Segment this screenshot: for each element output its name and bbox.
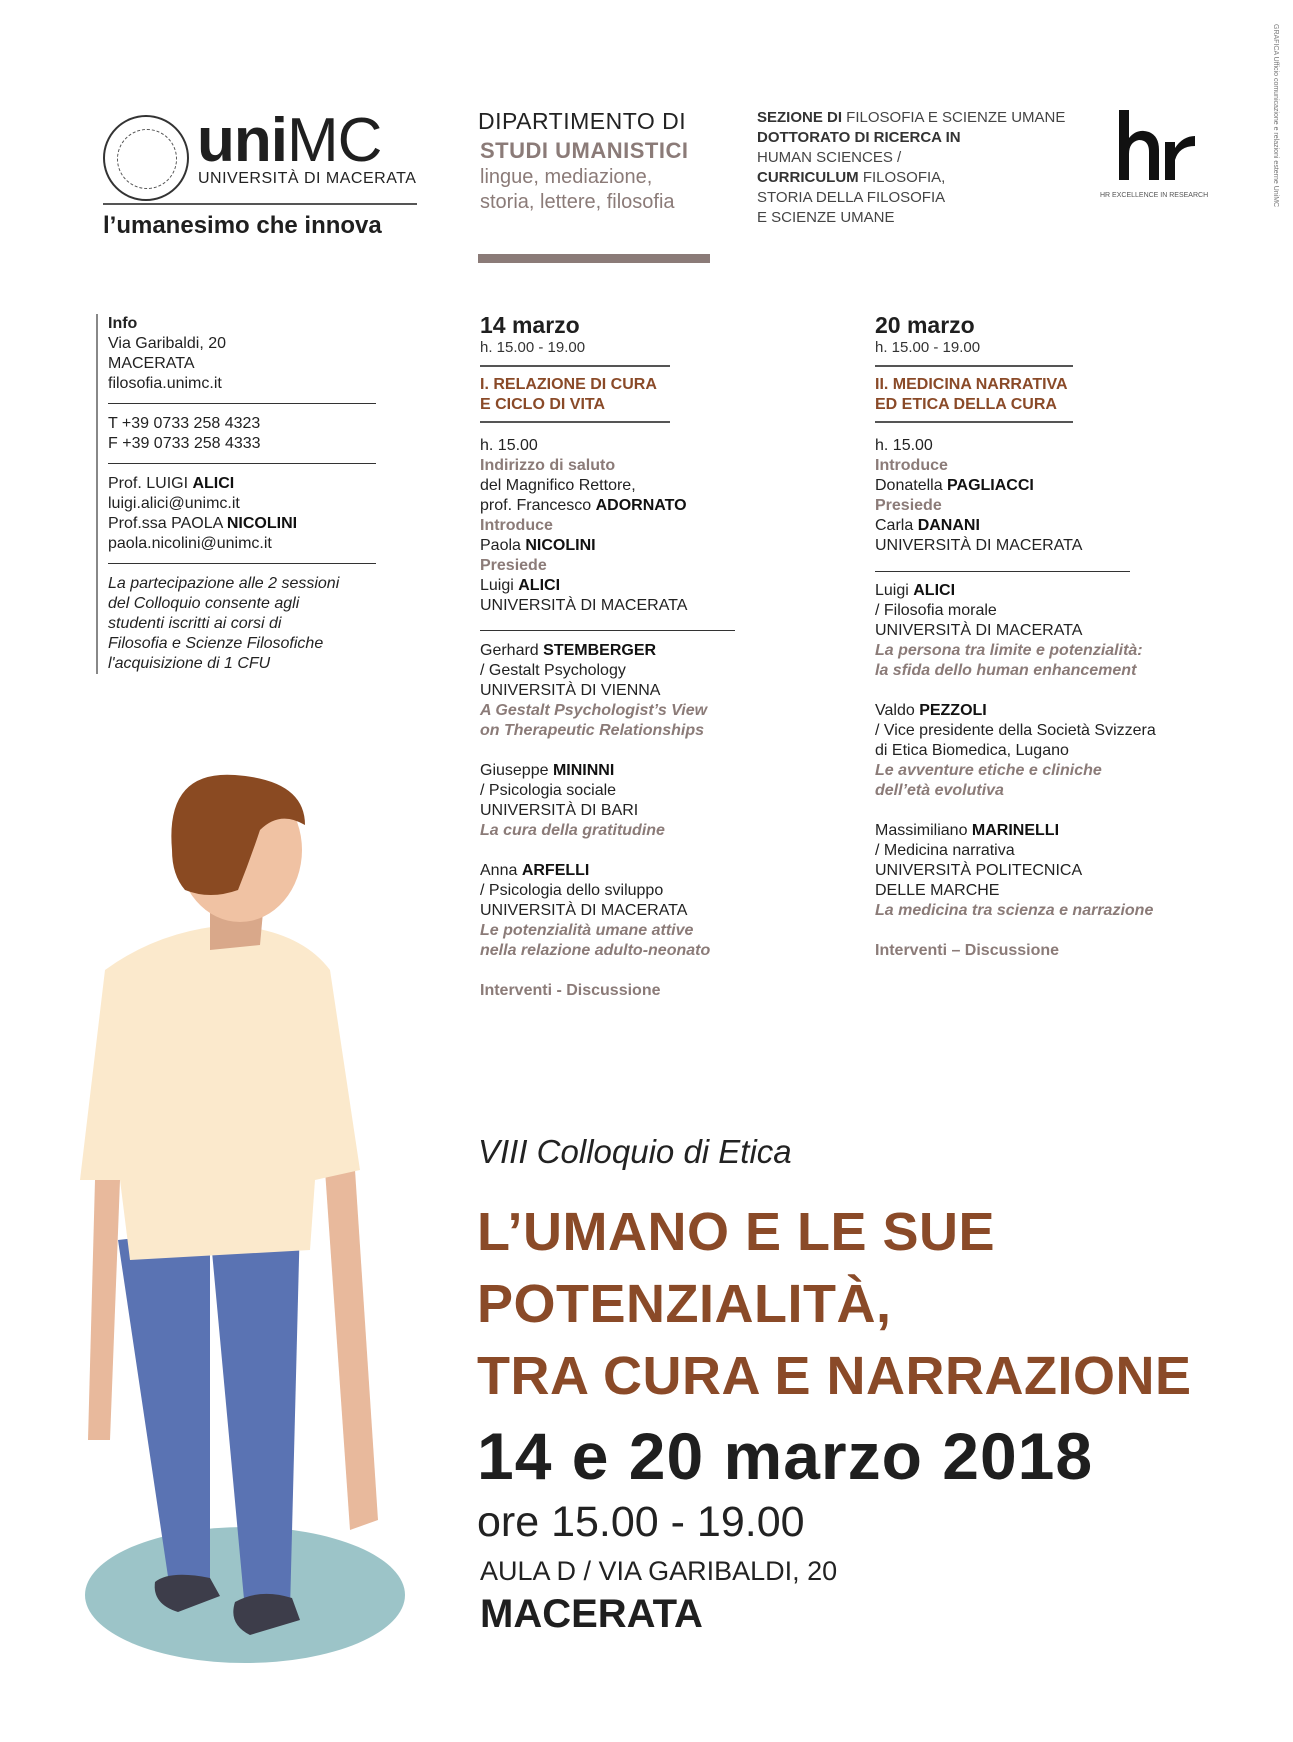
speaker-first: Giuseppe	[480, 762, 553, 779]
event-dates: 14 e 20 marzo 2018	[477, 1419, 1094, 1493]
cfu-note-l3: studenti iscritti ai corsi di	[108, 615, 282, 632]
day1-greet-label: Indirizzo di saluto	[480, 457, 616, 474]
contact1	[108, 474, 376, 494]
info-address2: MACERATA	[108, 355, 195, 372]
day2-chair-pre: Carla	[875, 517, 918, 534]
speaker-uni: UNIVERSITÀ DI MACERATA	[480, 902, 688, 919]
day2-intro-label: Introduce	[875, 457, 948, 474]
event-edition: VIII Colloquio di Etica	[478, 1133, 792, 1170]
section-l5: STORIA DELLA FILOSOFIA	[757, 189, 946, 206]
person-illustration-icon	[60, 740, 440, 1680]
speaker-uni: UNIVERSITÀ POLITECNICA	[875, 862, 1083, 879]
speaker-first: Valdo	[875, 702, 920, 719]
day2-intro-pre: Donatella	[875, 477, 948, 494]
motto: l’umanesimo che innova	[103, 212, 382, 239]
day2-chair-name: DANANI	[917, 517, 980, 534]
day1-closing: Interventi - Discussione	[480, 982, 661, 999]
day1-start: h. 15.00	[480, 437, 538, 454]
cfu-note-l4: Filosofia e Scienze Filosofiche	[108, 635, 324, 652]
info-column	[96, 314, 376, 674]
speaker-field: / Medicina narrativa	[875, 842, 1015, 859]
info-divider	[108, 463, 376, 464]
info-web-link[interactable]: filosofia.unimc.it	[108, 375, 222, 392]
speaker-field: / Filosofia morale	[875, 602, 997, 619]
speaker-uni: DELLE MARCHE	[875, 882, 1000, 899]
info-divider	[108, 403, 376, 404]
day1-divider	[480, 630, 735, 631]
contact1-email-link[interactable]: luigi.alici@unimc.it	[108, 495, 240, 512]
event-hours: ore 15.00 - 19.00	[477, 1498, 805, 1546]
dept-line4: storia, lettere, filosofia	[480, 191, 675, 213]
dept-line1: DIPARTIMENTO DI	[478, 108, 687, 134]
day2-divider	[875, 571, 1130, 572]
event-city: MACERATA	[480, 1592, 703, 1636]
day2-session-l1: II. MEDICINA NARRATIVA	[875, 376, 1068, 393]
speaker-first: Gerhard	[480, 642, 544, 659]
day2-start: h. 15.00	[875, 437, 933, 454]
day1-talk	[480, 861, 740, 961]
unimc-logo	[197, 106, 382, 175]
event-title-l2: POTENZIALITÀ,	[477, 1274, 892, 1334]
section-l1-bold: SEZIONE DI	[757, 109, 843, 126]
day2-chair-label: Presiede	[875, 497, 942, 514]
section-info	[757, 108, 1077, 228]
speaker-first: Massimiliano	[875, 822, 972, 839]
info-fax: F +39 0733 258 4333	[108, 435, 261, 452]
section-l4-rest: FILOSOFIA,	[858, 169, 946, 186]
event-venue: AULA D / VIA GARIBALDI, 20	[480, 1556, 838, 1586]
contact2	[108, 514, 376, 534]
day1-chair-label: Presiede	[480, 557, 547, 574]
speaker-uni: UNIVERSITÀ DI BARI	[480, 802, 639, 819]
day1-talk	[480, 641, 740, 741]
day2-rule	[875, 421, 1073, 423]
contact2-pre: Prof.ssa PAOLA	[108, 515, 227, 532]
section-l6: E SCIENZE UMANE	[757, 209, 895, 226]
info-tel: T +39 0733 258 4323	[108, 415, 261, 432]
dept-subtitle	[480, 165, 720, 215]
speaker-surname: STEMBERGER	[543, 642, 657, 659]
talk-title: Le avventure etiche e cliniche	[875, 762, 1102, 779]
talk-title: la sfida dello human enhancement	[875, 662, 1137, 679]
logo-uni-text: uni	[197, 106, 287, 175]
event-title	[477, 1196, 1191, 1412]
day2-talk	[875, 581, 1205, 681]
event-title-l3: TRA CURA E NARRAZIONE	[477, 1346, 1192, 1406]
speaker-field: di Etica Biomedica, Lugano	[875, 742, 1069, 759]
day2-closing: Interventi – Discussione	[875, 942, 1060, 959]
day1-session-l1: I. RELAZIONE DI CURA	[480, 376, 657, 393]
talk-title: Le potenzialità umane attive	[480, 922, 694, 939]
section-l2: DOTTORATO DI RICERCA IN	[757, 129, 961, 146]
day2-intro-name: PAGLIACCI	[947, 477, 1034, 494]
speaker-field: / Psicologia sociale	[480, 782, 617, 799]
cfu-note-l5: l'acquisizione di 1 CFU	[108, 655, 271, 672]
dept-bar	[478, 254, 710, 263]
day1-session-l2: E CICLO DI VITA	[480, 396, 606, 413]
talk-title: nella relazione adulto-neonato	[480, 942, 711, 959]
side-credit: GRAFICA Ufficio comunicazione e relazioni esterne UniMC	[1272, 24, 1279, 208]
talk-title: La persona tra limite e potenzialità:	[875, 642, 1143, 659]
day2-chair-uni: UNIVERSITÀ DI MACERATA	[875, 537, 1083, 554]
day1-rule	[480, 421, 670, 423]
day1-talk	[480, 761, 740, 841]
speaker-first: Luigi	[875, 582, 914, 599]
speaker-surname: MININNI	[552, 762, 615, 779]
day2-time: h. 15.00 - 19.00	[875, 339, 981, 356]
hr-excellence-logo-icon	[1115, 108, 1195, 183]
hr-caption: HR EXCELLENCE IN RESEARCH	[1100, 192, 1209, 199]
speaker-surname: MARINELLI	[971, 822, 1060, 839]
dept-line2: STUDI UMANISTICI	[480, 138, 689, 163]
day1-date: 14 marzo	[480, 312, 580, 338]
talk-title: dell’età evolutiva	[875, 782, 1004, 799]
day1-intro-pre: Paola	[480, 537, 526, 554]
day2-rule	[875, 365, 1073, 367]
speaker-uni: UNIVERSITÀ DI VIENNA	[480, 682, 661, 699]
section-l3: HUMAN SCIENCES /	[757, 149, 902, 166]
speaker-surname: PEZZOLI	[919, 702, 987, 719]
university-seal-icon	[103, 115, 189, 201]
speaker-surname: ARFELLI	[521, 862, 590, 879]
talk-title: La medicina tra scienza e narrazione	[875, 902, 1154, 919]
contact2-name: NICOLINI	[226, 515, 298, 532]
day2-talk	[875, 821, 1205, 921]
day1-chair-pre: Luigi	[480, 577, 519, 594]
cfu-note-l2: del Colloquio consente agli	[108, 595, 300, 612]
contact1-name: ALICI	[192, 475, 235, 492]
speaker-surname: ALICI	[913, 582, 956, 599]
talk-title: A Gestalt Psychologist’s View	[480, 702, 708, 719]
event-title-l1: L’UMANO E LE SUE	[477, 1202, 996, 1262]
info-title: Info	[108, 315, 138, 332]
day1-greet-l1: del Magnifico Rettore,	[480, 477, 636, 494]
day1-time: h. 15.00 - 19.00	[480, 339, 586, 356]
speaker-first: Anna	[480, 862, 522, 879]
talk-title: La cura della gratitudine	[480, 822, 665, 839]
speaker-field: / Vice presidente della Società Svizzera	[875, 722, 1156, 739]
contact1-pre: Prof. LUIGI	[108, 475, 193, 492]
day1-intro-label: Introduce	[480, 517, 553, 534]
speaker-field: / Psicologia dello sviluppo	[480, 882, 664, 899]
logo-divider	[103, 203, 417, 205]
day1-chair-name: ALICI	[518, 577, 561, 594]
speaker-uni: UNIVERSITÀ DI MACERATA	[875, 622, 1083, 639]
day1-greet-pre: prof. Francesco	[480, 497, 596, 514]
logo-mc-text: MC	[286, 106, 382, 175]
logo-university-name: UNIVERSITÀ DI MACERATA	[198, 170, 417, 187]
dept-line3: lingue, mediazione,	[480, 166, 653, 188]
day2-column	[875, 312, 1205, 961]
day2-talk	[875, 701, 1205, 801]
section-l1-rest: FILOSOFIA E SCIENZE UMANE	[842, 109, 1066, 126]
day1-rule	[480, 365, 670, 367]
section-l4-bold: CURRICULUM	[757, 169, 859, 186]
talk-title: on Therapeutic Relationships	[480, 722, 705, 739]
day1-chair-uni: UNIVERSITÀ DI MACERATA	[480, 597, 688, 614]
cfu-note-l1: La partecipazione alle 2 sessioni	[108, 575, 340, 592]
day1-greet-name: ADORNATO	[595, 497, 687, 514]
speaker-field: / Gestalt Psychology	[480, 662, 626, 679]
info-divider	[108, 563, 376, 564]
day1-column	[480, 312, 740, 1001]
day2-date: 20 marzo	[875, 312, 975, 338]
day2-session-l2: ED ETICA DELLA CURA	[875, 396, 1057, 413]
day1-intro-name: NICOLINI	[525, 537, 596, 554]
contact2-email-link[interactable]: paola.nicolini@unimc.it	[108, 535, 272, 552]
info-address1: Via Garibaldi, 20	[108, 335, 226, 352]
